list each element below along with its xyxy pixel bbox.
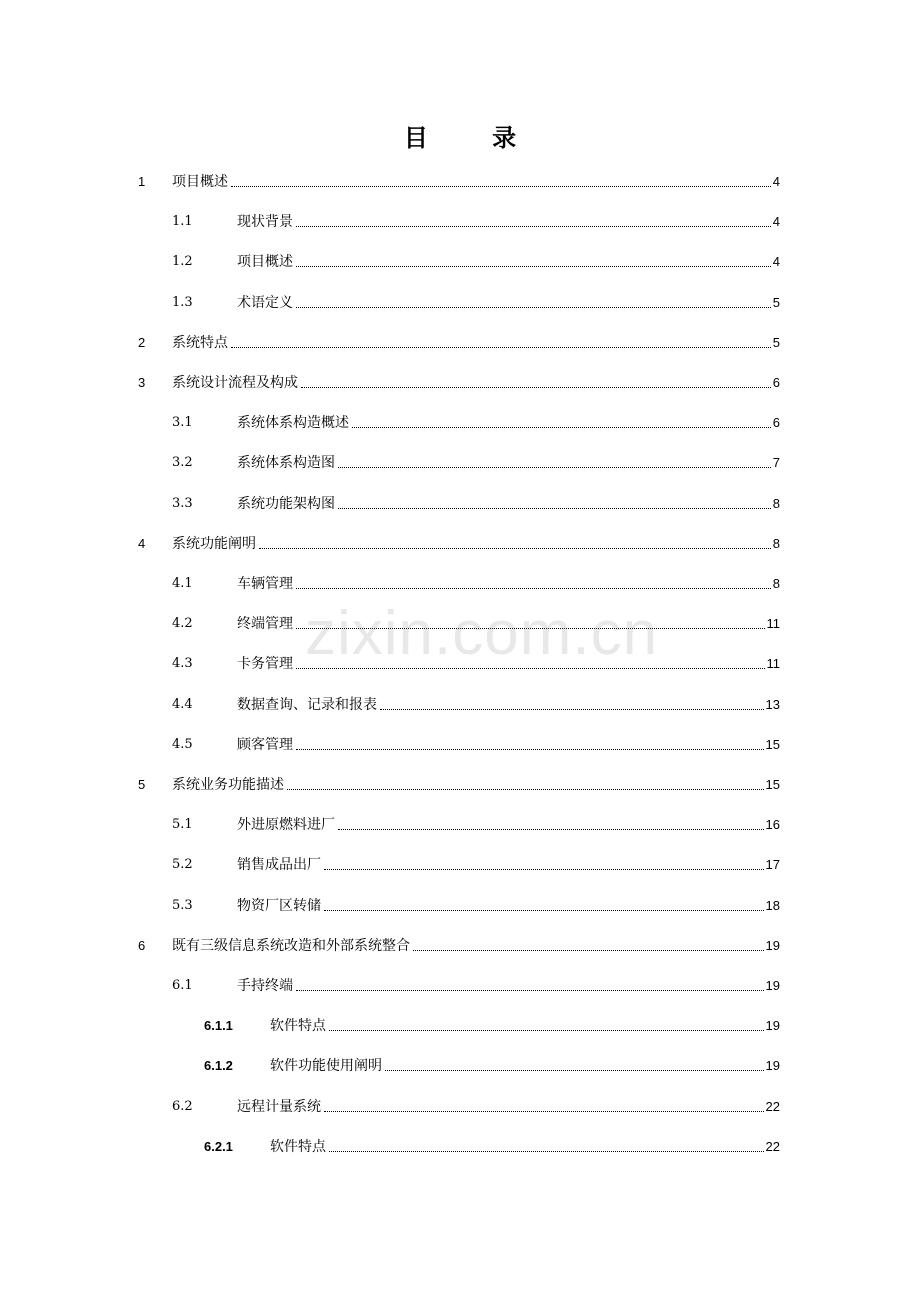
toc-leader-dots [338, 829, 764, 830]
toc-entry[interactable] [0, 974, 920, 998]
toc-line [172, 334, 780, 352]
toc-line [237, 294, 780, 312]
toc-leader-dots [329, 1030, 764, 1031]
toc-title: 项目概述 [172, 174, 228, 190]
toc-entry[interactable] [0, 331, 920, 355]
toc-leader-dots [352, 427, 771, 428]
toc-page-number: 22 [765, 1098, 780, 1114]
toc-page-number: 4 [772, 214, 780, 230]
toc-line [237, 495, 780, 513]
toc-number: 5.1 [172, 817, 193, 833]
toc-page-number: 17 [765, 857, 780, 873]
toc-line [172, 535, 780, 553]
toc-entry[interactable] [0, 1095, 920, 1119]
toc-leader-dots [296, 628, 765, 629]
toc-number: 6.1 [172, 978, 193, 993]
toc-number: 6.2 [172, 1098, 193, 1114]
toc-title: 术语定义 [237, 294, 293, 311]
toc-number: 6.2.1 [204, 1138, 233, 1154]
toc-page-number: 7 [772, 455, 780, 471]
toc-title: 系统业务功能描述 [172, 777, 284, 793]
toc-entry[interactable] [0, 250, 920, 274]
toc-entry[interactable] [0, 371, 920, 395]
toc-leader-dots [385, 1070, 764, 1071]
toc-page-number: 6 [772, 415, 780, 431]
toc-number: 6.1.1 [204, 1018, 233, 1034]
toc-page-number: 15 [765, 736, 780, 752]
toc-entry[interactable] [0, 1014, 920, 1038]
toc-number: 5.2 [172, 857, 193, 873]
toc-number: 4 [138, 535, 146, 551]
toc-number: 4.2 [172, 616, 193, 632]
toc-leader-dots [338, 508, 771, 509]
toc-entry[interactable] [0, 813, 920, 837]
toc-line [237, 897, 780, 915]
toc-line [237, 1098, 780, 1116]
toc-leader-dots [296, 588, 771, 589]
toc-line [237, 615, 780, 633]
toc-title: 卡务管理 [237, 656, 293, 673]
toc-page-number: 16 [765, 817, 780, 833]
toc-entry[interactable] [0, 170, 920, 194]
toc-page-number: 11 [766, 656, 780, 672]
toc-title: 系统功能架构图 [237, 495, 335, 512]
toc-number: 1.2 [172, 254, 193, 270]
toc-number: 4.4 [172, 696, 193, 712]
toc-page-number: 5 [772, 334, 780, 350]
toc-line [172, 776, 780, 794]
toc-entry[interactable] [0, 492, 920, 516]
toc-page-number: 19 [765, 978, 780, 993]
toc-entry[interactable] [0, 1135, 920, 1159]
toc-entry[interactable] [0, 894, 920, 918]
toc-leader-dots [287, 789, 764, 790]
toc-title: 远程计量系统 [237, 1098, 321, 1115]
toc-leader-dots [296, 226, 771, 227]
toc-line [237, 454, 780, 472]
toc-line [270, 1017, 780, 1035]
toc-title: 系统特点 [172, 334, 228, 351]
toc-leader-dots [296, 749, 764, 750]
toc-line [237, 736, 780, 754]
toc-entry[interactable] [0, 773, 920, 797]
toc-page-number: 5 [772, 294, 780, 310]
toc-leader-dots [380, 709, 764, 710]
toc-page-number: 19 [765, 1058, 780, 1074]
toc-title: 外进原燃料进厂 [237, 817, 335, 834]
toc-page-number: 15 [765, 777, 780, 792]
toc-title: 软件特点 [270, 1018, 326, 1035]
toc-number: 4.5 [172, 736, 193, 752]
toc-entry[interactable] [0, 1054, 920, 1078]
toc-entry[interactable] [0, 210, 920, 234]
toc-line [237, 816, 780, 834]
toc-number: 6.1.2 [204, 1058, 233, 1074]
toc-title: 系统体系构造概述 [237, 415, 349, 432]
toc-leader-dots [259, 548, 771, 549]
toc-title: 现状背景 [237, 214, 293, 231]
toc-leader-dots [413, 950, 764, 951]
toc-page-number: 4 [772, 174, 780, 189]
toc-title: 物资厂区转储 [237, 897, 321, 914]
toc-leader-dots [301, 387, 771, 388]
toc-leader-dots [296, 668, 765, 669]
toc-entry[interactable] [0, 532, 920, 556]
toc-title: 既有三级信息系统改造和外部系统整合 [172, 937, 410, 954]
toc-page-number: 11 [766, 616, 780, 632]
toc-entry[interactable] [0, 733, 920, 757]
toc-title: 系统设计流程及构成 [172, 375, 298, 391]
toc-line [237, 696, 780, 714]
toc-entry[interactable] [0, 853, 920, 877]
toc-number: 6 [138, 937, 146, 953]
toc-leader-dots [296, 266, 771, 267]
toc-page-number: 6 [772, 375, 780, 390]
toc-leader-dots [329, 1151, 764, 1152]
toc-number: 4.3 [172, 656, 193, 672]
toc-line [172, 937, 780, 955]
toc-leader-dots [324, 1111, 764, 1112]
toc-title: 软件功能使用阐明 [270, 1058, 382, 1075]
toc-title: 项目概述 [237, 254, 293, 271]
toc-line [237, 575, 780, 593]
toc-entry[interactable] [0, 411, 920, 435]
toc-line [270, 1138, 780, 1156]
toc-entry[interactable] [0, 612, 920, 636]
toc-number: 3.3 [172, 495, 193, 511]
toc-entry[interactable] [0, 291, 920, 315]
toc-number: 2 [138, 334, 146, 350]
toc-page-number: 8 [772, 576, 780, 591]
toc-line [237, 856, 780, 874]
toc-title: 手持终端 [237, 978, 293, 994]
toc-title: 顾客管理 [237, 736, 293, 753]
toc-page-number: 8 [772, 495, 780, 511]
toc-leader-dots [296, 307, 771, 308]
toc-entry[interactable] [0, 934, 920, 958]
toc-leader-dots [231, 186, 771, 187]
toc-title: 销售成品出厂 [237, 857, 321, 874]
toc-number: 1.1 [172, 214, 193, 230]
toc-number: 5 [138, 777, 146, 792]
toc-title: 软件特点 [270, 1138, 326, 1155]
toc-entry[interactable] [0, 451, 920, 475]
toc-title: 系统体系构造图 [237, 455, 335, 472]
toc-entry[interactable] [0, 572, 920, 596]
watermark: zixin.com.cn [305, 599, 659, 668]
toc-leader-dots [324, 869, 764, 870]
toc-line [172, 374, 780, 392]
toc-page-number: 8 [772, 535, 780, 551]
toc-page-number: 18 [765, 897, 780, 913]
toc-entry[interactable] [0, 693, 920, 717]
toc-line [237, 213, 780, 231]
toc-line [237, 655, 780, 673]
toc-page-number: 4 [772, 254, 780, 270]
toc-title: 车辆管理 [237, 576, 293, 592]
page-title: 目 录 [403, 123, 545, 152]
toc-title: 系统功能阐明 [172, 535, 256, 552]
toc-page-number: 19 [765, 1018, 780, 1034]
toc-number: 1.3 [172, 294, 193, 310]
toc-number: 3.2 [172, 455, 193, 471]
toc-number: 3 [138, 375, 146, 390]
toc-title: 终端管理 [237, 616, 293, 633]
toc-line [237, 977, 780, 995]
toc-page-number: 22 [765, 1138, 780, 1154]
toc-leader-dots [324, 910, 764, 911]
toc-leader-dots [231, 347, 771, 348]
toc-title: 数据查询、记录和报表 [237, 696, 377, 713]
toc-leader-dots [338, 467, 771, 468]
toc-leader-dots [296, 990, 764, 991]
toc-number: 1 [138, 174, 146, 189]
toc-number: 5.3 [172, 897, 193, 913]
toc-line [270, 1057, 780, 1075]
toc-page-number: 13 [765, 696, 780, 712]
toc-number: 3.1 [172, 415, 193, 431]
toc-entry[interactable] [0, 652, 920, 676]
toc-line [237, 414, 780, 432]
toc-page-number: 19 [765, 937, 780, 953]
toc-line [172, 173, 780, 191]
toc-number: 4.1 [172, 576, 193, 591]
toc-line [237, 253, 780, 271]
